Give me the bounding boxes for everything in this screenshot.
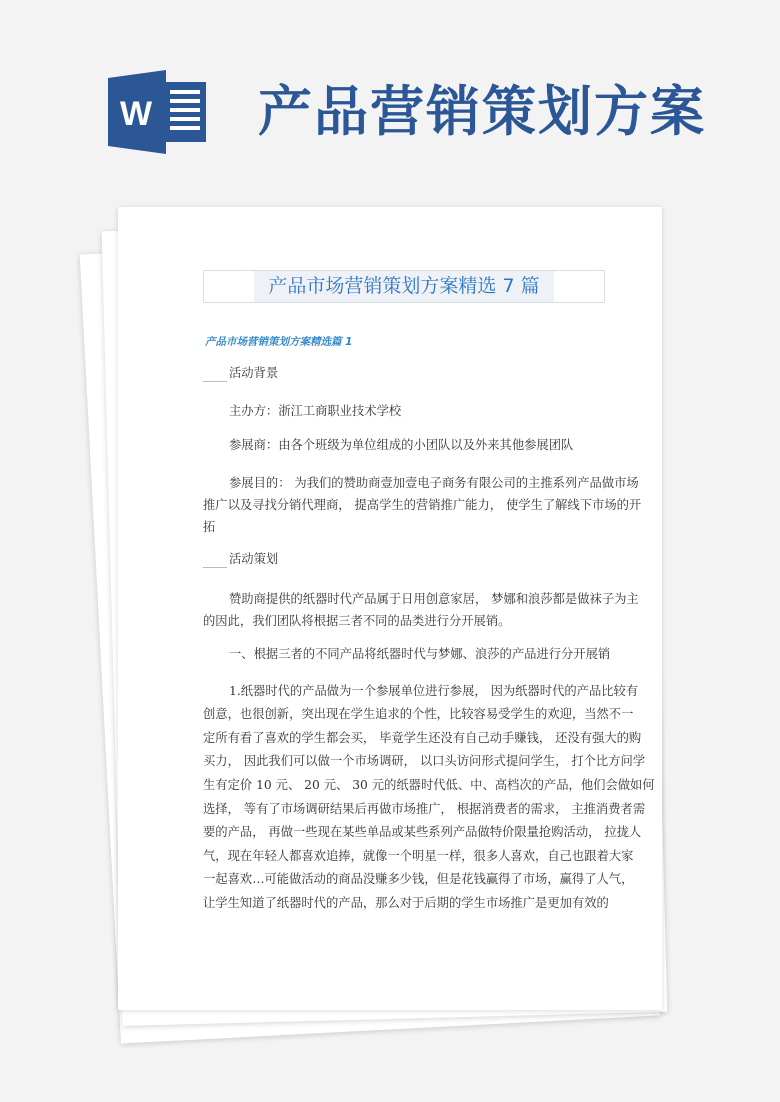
paragraph-line: 参展商：由各个班级为单位组成的小团队以及外来其他参展团队	[229, 438, 574, 452]
paragraph-line: 创意，也很创新，突出现在学生追求的个性，比较容易受学生的欢迎，当然不一	[203, 707, 634, 721]
paragraph-line: 一、根据三者的不同产品将纸器时代与梦娜、浪莎的产品进行分开展销	[229, 647, 611, 661]
paragraph-line: 的因此，我们团队将根据三者不同的品类进行分开展销。	[203, 614, 511, 628]
word-logo-icon	[108, 70, 208, 154]
banner-title: 产品营销策划方案	[258, 79, 706, 143]
paragraph-line: 生有定价 10 元、 20 元、 30 元的纸器时代低、中、高档次的产品，他们会做如何	[203, 778, 655, 792]
section-heading: 活动策划	[229, 552, 279, 566]
paragraph-line: 一起喜欢…可能做活动的商品没赚多少钱，但是花钱赢得了市场，赢得了人气，	[203, 872, 634, 886]
paragraph-line: 推广以及寻找分销代理商， 提高学生的营销推广能力， 使学生了解线下市场的开	[203, 498, 642, 512]
document-title-box	[203, 270, 605, 303]
paragraph-line: 主办方：浙江工商职业技术学校	[229, 404, 402, 418]
paragraph-line: 1.纸器时代的产品做为一个参展单位进行参展， 因为纸器时代的产品比较有	[229, 684, 639, 698]
svg-text:W: W	[119, 95, 153, 133]
paragraph-line: 选择， 等有了市场调研结果后再做市场推广， 根据消费者的需求， 主推消费者需	[203, 802, 646, 816]
paragraph-line: 买力， 因此我们可以做一个市场调研， 以口头访问形式提问学生， 打个比方问学	[203, 754, 646, 768]
document-page	[118, 207, 662, 1010]
paragraph-line: 气，现在年轻人都喜欢追捧，就像一个明星一样，很多人喜欢，自己也跟着大家	[203, 849, 634, 863]
paragraph-line: 赞助商提供的纸器时代产品属于日用创意家居， 梦娜和浪莎都是做袜子为主	[229, 592, 639, 606]
section-subheading: 产品市场营销策划方案精选篇 1	[205, 336, 353, 348]
indent-rule	[203, 567, 227, 568]
paragraph-line: 要的产品， 再做一些现在某些单品或某些系列产品做特价限量抢购活动， 拉拢人	[203, 825, 642, 839]
paragraph-line: 让学生知道了纸器时代的产品，那么对于后期的学生市场推广是更加有效的	[203, 896, 609, 910]
indent-rule	[203, 381, 227, 382]
document-title: 产品市场营销策划方案精选 7 篇	[254, 271, 554, 302]
paragraph-line: 拓	[203, 520, 216, 534]
section-heading: 活动背景	[229, 366, 279, 380]
paragraph-line: 参展目的： 为我们的赞助商壹加壹电子商务有限公司的主推系列产品做市场	[229, 476, 639, 490]
paragraph-line: 定所有看了喜欢的学生都会买， 毕竟学生还没有自己动手赚钱， 还没有强大的购	[203, 731, 642, 745]
